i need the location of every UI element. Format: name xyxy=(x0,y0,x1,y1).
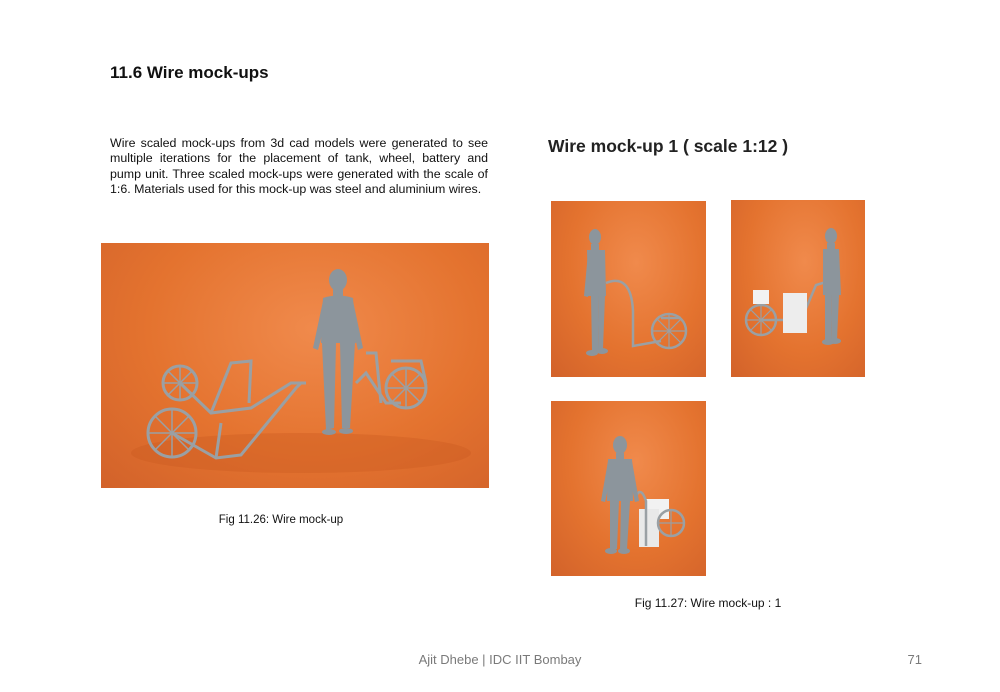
section-heading: 11.6 Wire mock-ups xyxy=(110,63,269,82)
figure-caption-group: Fig 11.27: Wire mock-up : 1 xyxy=(634,596,782,610)
subsection-heading: Wire mock-up 1 ( scale 1:12 ) xyxy=(548,136,789,156)
figure-caption-main: Fig 11.26: Wire mock-up xyxy=(218,514,344,526)
wire-mockup-photo-main xyxy=(101,243,489,488)
wire-mockup-side-illustration xyxy=(551,201,706,377)
wire-mockup-photo-tank xyxy=(731,200,865,377)
wire-mockup-front-illustration xyxy=(551,401,706,576)
wire-mockup-photo-front xyxy=(551,401,706,576)
wire-mockup-photo-side xyxy=(551,201,706,377)
wire-mockup-tank-illustration xyxy=(731,200,865,377)
footer-author: Ajit Dhebe | IDC IIT Bombay xyxy=(418,652,582,667)
page-number: 71 xyxy=(907,652,922,667)
wire-mockup-illustration xyxy=(101,243,489,488)
intro-paragraph: Wire scaled mock-ups from 3d cad models were generated to see multiple iterations for the placement of tank, wheel, battery and pump unit. Three scaled mock-ups were generated with the scale of 1:6. Materials used for this mock-up was steel and aluminium wires. xyxy=(110,136,488,197)
